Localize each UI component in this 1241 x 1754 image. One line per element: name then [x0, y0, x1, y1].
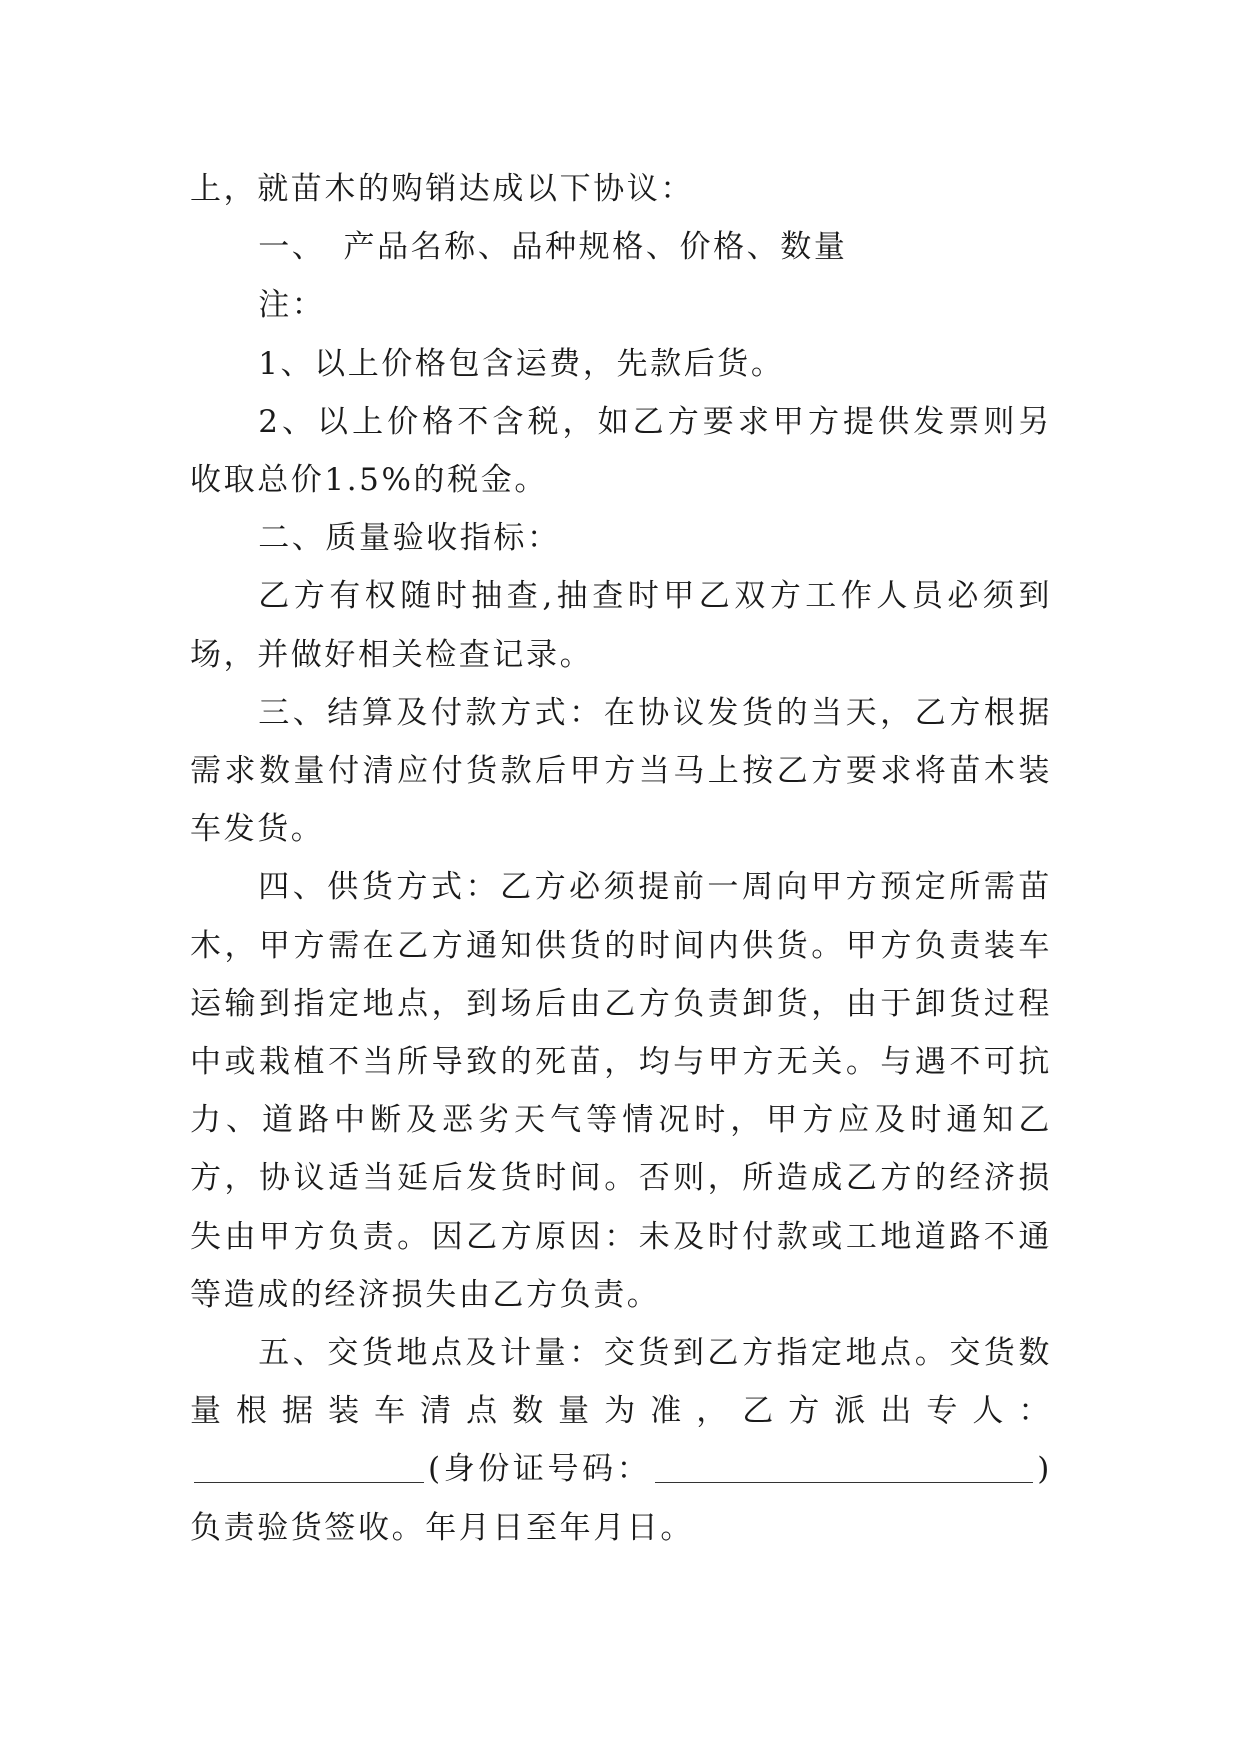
- note-item-1: 1、以上价格包含运费，先款后货。: [258, 345, 785, 382]
- delegate-name-blank: [194, 1452, 424, 1483]
- note-item-2: 2、以上价格不含税，如乙方要求甲方提供发票则另收取总价1.5%的税金。: [190, 403, 1052, 499]
- note-label: 注：: [258, 287, 326, 324]
- delivery-text-2: (身份证号码：: [428, 1451, 652, 1488]
- paragraph-quality: 乙方有权随时抽查,抽查时甲乙双方工作人员必须到场，并做好相关检查记录。: [190, 578, 1052, 673]
- paragraph-intro: 上，就苗木的购销达成以下协议：: [190, 171, 694, 207]
- delivery-text-3: )负责验货签收。年月日至年月日。: [190, 1451, 1052, 1546]
- paragraph-payment: 三、结算及付款方式：在协议发货的当天，乙方根据需求数量付清应付货款后甲方当马上按乙方要求将苗木装车发货。: [190, 694, 1052, 848]
- delivery-text-1: 五、交货地点及计量：交货到乙方指定地点。交货数量根据装车清点数量为准，乙方派出专人：: [190, 1335, 1052, 1430]
- heading-product-info: 一、 产品名称、品种规格、价格、数量: [258, 229, 848, 266]
- id-number-blank: [655, 1452, 1033, 1483]
- heading-quality: 二、质量验收指标：: [258, 520, 561, 557]
- document-page: [190, 160, 1052, 1557]
- paragraph-supply: 四、供货方式：乙方必须提前一周向甲方预定所需苗木，甲方需在乙方通知供货的时间内供货。甲方负责装车运输到指定地点，到场后由乙方负责卸货，由于卸货过程中或栽植不当所导致的死苗，均与甲方无关。与遇不可抗力、道路中断及恶劣天气等情况时，甲方应及时通知乙方，协议适当延后发货时间。否则，所造成乙方的经济损失由甲方负责。因乙方原因：未及时付款或工地道路不通等造成的经济损失由乙方负责。: [190, 869, 1052, 1313]
- paragraph-delivery: [190, 1324, 1052, 1557]
